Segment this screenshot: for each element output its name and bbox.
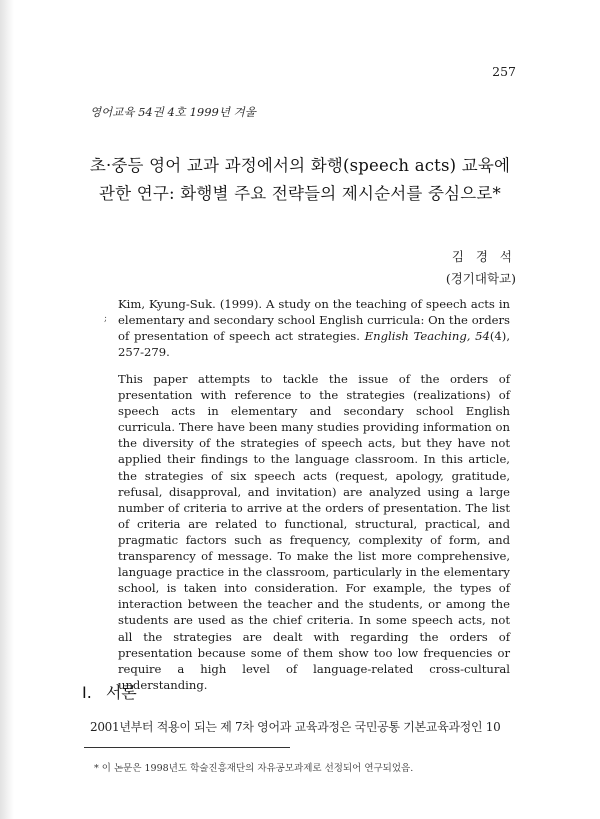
section-heading: [82, 680, 137, 703]
footnote: * 이 논문은 1998년도 학술진흥재단의 자유공모과제로 선정되어 연구되었음.: [94, 763, 414, 774]
section-title: 서론: [105, 683, 137, 702]
scan-edge-shadow: [0, 0, 14, 819]
margin-mark: ;: [104, 314, 108, 324]
citation: [118, 296, 510, 360]
section-number: I.: [82, 683, 92, 702]
author-affiliation: (경기대학교): [445, 271, 516, 286]
body-text-line: 2001년부터 적용이 되는 제 7차 영어과 교육과정은 국민공통 기본교육과정인 10: [90, 720, 501, 734]
article-title: [0, 152, 600, 208]
journal-info: 영어교육 54권 4호 1999년 겨울: [90, 105, 256, 119]
abstract: This paper attempts to tackle the issue of the orders of presentation with reference to the strategies (realizations) of speech acts in elementary and secondary school English curricula. There have been many studies providing information on the diversity of the strategies of speech acts, but they have not applied their findings to the language classroom. In this article, the strategies of six speech acts (request, apology, gratitude, refusal, disapproval, and invitation) are analyzed using a large number of criteria to arrive at the orders of presentation. The list of criteria are related to functional, structural, practical, and pragmatic factors such as frequency, complexity of form, and transparency of message. To make the list more comprehensive, language practice in the classroom, particularly in the elementary school, is taken into consideration. For example, the types of interaction between the teacher and the students, or among the students are used as the chief criteria. In some speech acts, not all the strategies are dealt with regarding the orders of presentation because some of them show too low frequencies or require a high level of language-related cross-cultural understanding.: [118, 372, 510, 692]
citation-issue: (4), 257-279.: [118, 329, 510, 359]
citation-text: Kim, Kyung-Suk. (1999). A study on the teaching of speech acts in elementary and secondary school English curricula: On the orders of presentation of speech act strategies.: [118, 297, 510, 343]
author-block: [446, 246, 516, 290]
title-line-1: 초·중등 영어 교과 과정에서의 화행(speech acts) 교육에: [89, 156, 511, 175]
citation-journal: English Teaching, 54: [364, 329, 490, 343]
page-number: 257: [492, 64, 516, 79]
footnote-divider: [84, 747, 290, 748]
title-line-2: 관한 연구: 화행별 주요 전략들의 제시순서를 중심으로*: [99, 184, 501, 203]
author-name: 김 경 석: [451, 249, 516, 264]
